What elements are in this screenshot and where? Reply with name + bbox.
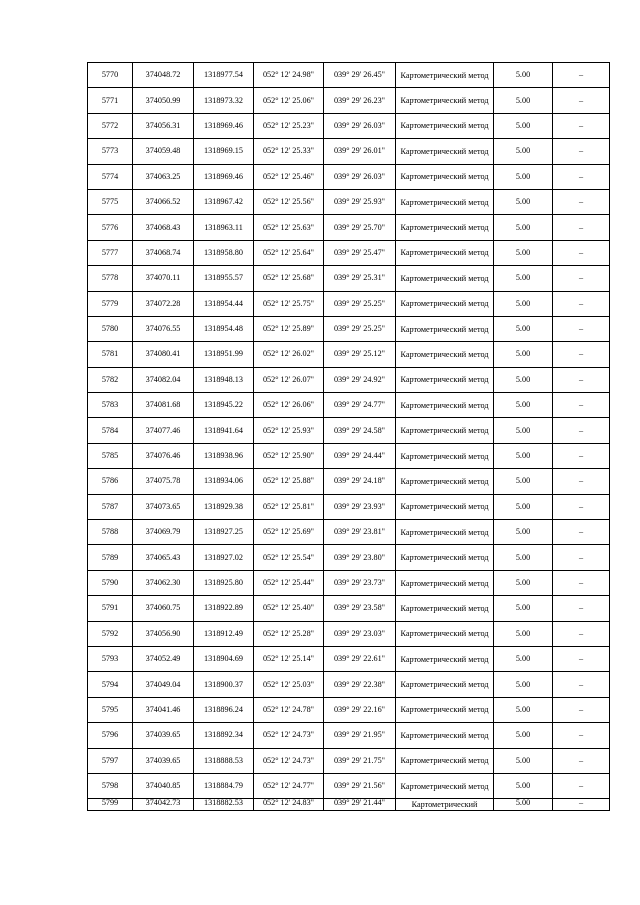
cell-y-coordinate: 1318963.11 <box>194 215 254 240</box>
cell-latitude: 052° 12' 25.44" <box>254 570 324 595</box>
cell-accuracy: 5.00 <box>494 469 553 494</box>
cell-method: Картометрический метод <box>396 418 494 443</box>
table-row <box>88 215 610 240</box>
cell-accuracy: 5.00 <box>494 545 553 570</box>
cell-x-coordinate: 374060.75 <box>133 596 194 621</box>
cell-x-coordinate: 374066.52 <box>133 189 194 214</box>
cell-latitude: 052° 12' 25.54" <box>254 545 324 570</box>
cell-y-coordinate: 1318948.13 <box>194 367 254 392</box>
cell-longitude: 039° 29' 26.03" <box>324 113 396 138</box>
cell-method: Картометрический метод <box>396 646 494 671</box>
cell-longitude: 039° 29' 21.56" <box>324 773 396 798</box>
cell-latitude: 052° 12' 25.40" <box>254 596 324 621</box>
cell-x-coordinate: 374068.43 <box>133 215 194 240</box>
cell-point-number: 5799 <box>88 799 133 811</box>
cell-point-number: 5782 <box>88 367 133 392</box>
cell-method: Картометрический метод <box>396 215 494 240</box>
cell-y-coordinate: 1318882.53 <box>194 799 254 811</box>
table-row <box>88 418 610 443</box>
table-row <box>88 621 610 646</box>
cell-note: – <box>553 139 610 164</box>
cell-accuracy: 5.00 <box>494 189 553 214</box>
cell-latitude: 052° 12' 25.81" <box>254 494 324 519</box>
cell-note: – <box>553 316 610 341</box>
cell-note: – <box>553 672 610 697</box>
cell-x-coordinate: 374040.85 <box>133 773 194 798</box>
cell-note: – <box>553 63 610 88</box>
cell-x-coordinate: 374080.41 <box>133 342 194 367</box>
cell-note: – <box>553 570 610 595</box>
cell-latitude: 052° 12' 25.23" <box>254 113 324 138</box>
cell-y-coordinate: 1318955.57 <box>194 266 254 291</box>
cell-note: – <box>553 596 610 621</box>
cell-longitude: 039° 29' 23.03" <box>324 621 396 646</box>
cell-x-coordinate: 374065.43 <box>133 545 194 570</box>
cell-latitude: 052° 12' 25.69" <box>254 520 324 545</box>
cell-longitude: 039° 29' 25.12" <box>324 342 396 367</box>
table-row <box>88 63 610 88</box>
cell-accuracy: 5.00 <box>494 748 553 773</box>
cell-x-coordinate: 374063.25 <box>133 164 194 189</box>
table-row <box>88 545 610 570</box>
table-row <box>88 494 610 519</box>
cell-note: – <box>553 520 610 545</box>
cell-longitude: 039° 29' 25.31" <box>324 266 396 291</box>
cell-method: Картометрический метод <box>396 469 494 494</box>
table-row <box>88 189 610 214</box>
cell-method: Картометрический метод <box>396 545 494 570</box>
cell-accuracy: 5.00 <box>494 316 553 341</box>
cell-accuracy: 5.00 <box>494 520 553 545</box>
cell-longitude: 039° 29' 21.75" <box>324 748 396 773</box>
table-row <box>88 672 610 697</box>
cell-y-coordinate: 1318969.15 <box>194 139 254 164</box>
cell-point-number: 5775 <box>88 189 133 214</box>
cell-method: Картометрический метод <box>396 240 494 265</box>
table-row <box>88 88 610 113</box>
cell-x-coordinate: 374070.11 <box>133 266 194 291</box>
cell-x-coordinate: 374059.48 <box>133 139 194 164</box>
cell-y-coordinate: 1318969.46 <box>194 113 254 138</box>
cell-latitude: 052° 12' 25.64" <box>254 240 324 265</box>
cell-y-coordinate: 1318922.89 <box>194 596 254 621</box>
cell-note: – <box>553 342 610 367</box>
cell-accuracy: 5.00 <box>494 697 553 722</box>
table-row <box>88 164 610 189</box>
cell-note: – <box>553 113 610 138</box>
cell-accuracy: 5.00 <box>494 646 553 671</box>
cell-longitude: 039° 29' 23.58" <box>324 596 396 621</box>
cell-point-number: 5777 <box>88 240 133 265</box>
cell-x-coordinate: 374069.79 <box>133 520 194 545</box>
cell-accuracy: 5.00 <box>494 393 553 418</box>
cell-method: Картометрический метод <box>396 393 494 418</box>
cell-point-number: 5787 <box>88 494 133 519</box>
cell-point-number: 5779 <box>88 291 133 316</box>
cell-accuracy: 5.00 <box>494 266 553 291</box>
cell-note: – <box>553 469 610 494</box>
cell-latitude: 052° 12' 25.14" <box>254 646 324 671</box>
cell-y-coordinate: 1318929.38 <box>194 494 254 519</box>
cell-note: – <box>553 799 610 811</box>
cell-longitude: 039° 29' 25.25" <box>324 316 396 341</box>
cell-x-coordinate: 374039.65 <box>133 723 194 748</box>
cell-accuracy: 5.00 <box>494 773 553 798</box>
cell-method: Картометрический метод <box>396 316 494 341</box>
cell-y-coordinate: 1318973.32 <box>194 88 254 113</box>
cell-accuracy: 5.00 <box>494 418 553 443</box>
cell-note: – <box>553 240 610 265</box>
cell-x-coordinate: 374075.78 <box>133 469 194 494</box>
cell-point-number: 5773 <box>88 139 133 164</box>
cell-point-number: 5786 <box>88 469 133 494</box>
cell-accuracy: 5.00 <box>494 63 553 88</box>
table-row <box>88 316 610 341</box>
cell-method: Картометрический метод <box>396 621 494 646</box>
cell-accuracy: 5.00 <box>494 367 553 392</box>
cell-accuracy: 5.00 <box>494 215 553 240</box>
cell-note: – <box>553 291 610 316</box>
cell-x-coordinate: 374039.65 <box>133 748 194 773</box>
cell-note: – <box>553 88 610 113</box>
cell-point-number: 5795 <box>88 697 133 722</box>
cell-method: Картометрический метод <box>396 443 494 468</box>
table-row <box>88 646 610 671</box>
cell-note: – <box>553 773 610 798</box>
cell-x-coordinate: 374042.73 <box>133 799 194 811</box>
cell-method: Картометрический метод <box>396 342 494 367</box>
cell-note: – <box>553 164 610 189</box>
cell-y-coordinate: 1318967.42 <box>194 189 254 214</box>
cell-latitude: 052° 12' 25.63" <box>254 215 324 240</box>
cell-accuracy: 5.00 <box>494 723 553 748</box>
cell-point-number: 5781 <box>88 342 133 367</box>
cell-point-number: 5792 <box>88 621 133 646</box>
cell-longitude: 039° 29' 22.16" <box>324 697 396 722</box>
cell-note: – <box>553 418 610 443</box>
cell-point-number: 5785 <box>88 443 133 468</box>
cell-point-number: 5780 <box>88 316 133 341</box>
cell-latitude: 052° 12' 25.06" <box>254 88 324 113</box>
cell-method: Картометрический метод <box>396 113 494 138</box>
cell-latitude: 052° 12' 25.03" <box>254 672 324 697</box>
cell-method: Картометрический метод <box>396 367 494 392</box>
cell-x-coordinate: 374050.99 <box>133 88 194 113</box>
cell-point-number: 5771 <box>88 88 133 113</box>
cell-longitude: 039° 29' 25.93" <box>324 189 396 214</box>
cell-longitude: 039° 29' 22.38" <box>324 672 396 697</box>
table-row <box>88 139 610 164</box>
cell-method: Картометрический метод <box>396 748 494 773</box>
cell-latitude: 052° 12' 26.07" <box>254 367 324 392</box>
cell-accuracy: 5.00 <box>494 672 553 697</box>
cell-note: – <box>553 646 610 671</box>
cell-accuracy: 5.00 <box>494 291 553 316</box>
cell-y-coordinate: 1318951.99 <box>194 342 254 367</box>
table-row <box>88 570 610 595</box>
cell-latitude: 052° 12' 26.06" <box>254 393 324 418</box>
cell-longitude: 039° 29' 24.92" <box>324 367 396 392</box>
table-row <box>88 773 610 798</box>
cell-y-coordinate: 1318912.49 <box>194 621 254 646</box>
cell-y-coordinate: 1318941.64 <box>194 418 254 443</box>
cell-y-coordinate: 1318969.46 <box>194 164 254 189</box>
cell-y-coordinate: 1318884.79 <box>194 773 254 798</box>
cell-y-coordinate: 1318954.48 <box>194 316 254 341</box>
cell-x-coordinate: 374082.04 <box>133 367 194 392</box>
table-row <box>88 443 610 468</box>
cell-method: Картометрический метод <box>396 189 494 214</box>
cell-point-number: 5774 <box>88 164 133 189</box>
cell-x-coordinate: 374062.30 <box>133 570 194 595</box>
cell-y-coordinate: 1318927.02 <box>194 545 254 570</box>
cell-point-number: 5788 <box>88 520 133 545</box>
cell-latitude: 052° 12' 25.75" <box>254 291 324 316</box>
cell-note: – <box>553 723 610 748</box>
cell-latitude: 052° 12' 25.33" <box>254 139 324 164</box>
cell-method: Картометрический метод <box>396 520 494 545</box>
cell-y-coordinate: 1318927.25 <box>194 520 254 545</box>
cell-point-number: 5791 <box>88 596 133 621</box>
table-row <box>88 342 610 367</box>
cell-latitude: 052° 12' 25.68" <box>254 266 324 291</box>
cell-x-coordinate: 374048.72 <box>133 63 194 88</box>
cell-x-coordinate: 374056.31 <box>133 113 194 138</box>
cell-note: – <box>553 266 610 291</box>
coordinates-table-body <box>88 63 610 811</box>
cell-y-coordinate: 1318904.69 <box>194 646 254 671</box>
cell-method: Картометрический метод <box>396 672 494 697</box>
cell-accuracy: 5.00 <box>494 113 553 138</box>
table-row <box>88 291 610 316</box>
table-row <box>88 393 610 418</box>
cell-point-number: 5784 <box>88 418 133 443</box>
cell-longitude: 039° 29' 24.77" <box>324 393 396 418</box>
cell-latitude: 052° 12' 25.88" <box>254 469 324 494</box>
cell-accuracy: 5.00 <box>494 342 553 367</box>
table-row <box>88 520 610 545</box>
cell-y-coordinate: 1318934.06 <box>194 469 254 494</box>
cell-y-coordinate: 1318900.37 <box>194 672 254 697</box>
cell-y-coordinate: 1318896.24 <box>194 697 254 722</box>
cell-latitude: 052° 12' 24.73" <box>254 748 324 773</box>
cell-method: Картометрический метод <box>396 63 494 88</box>
table-row <box>88 240 610 265</box>
cell-longitude: 039° 29' 26.03" <box>324 164 396 189</box>
cell-x-coordinate: 374073.65 <box>133 494 194 519</box>
cell-accuracy: 5.00 <box>494 443 553 468</box>
cell-x-coordinate: 374072.28 <box>133 291 194 316</box>
cell-accuracy: 5.00 <box>494 570 553 595</box>
cell-accuracy: 5.00 <box>494 139 553 164</box>
cell-x-coordinate: 374041.46 <box>133 697 194 722</box>
cell-x-coordinate: 374049.04 <box>133 672 194 697</box>
cell-point-number: 5783 <box>88 393 133 418</box>
coordinates-table <box>87 62 610 811</box>
cell-accuracy: 5.00 <box>494 164 553 189</box>
cell-note: – <box>553 545 610 570</box>
cell-accuracy: 5.00 <box>494 88 553 113</box>
cell-latitude: 052° 12' 25.56" <box>254 189 324 214</box>
cell-point-number: 5796 <box>88 723 133 748</box>
cell-method: Картометрический <box>396 799 494 811</box>
cell-longitude: 039° 29' 26.45" <box>324 63 396 88</box>
table-row <box>88 596 610 621</box>
cell-longitude: 039° 29' 21.95" <box>324 723 396 748</box>
cell-x-coordinate: 374077.46 <box>133 418 194 443</box>
cell-latitude: 052° 12' 24.83" <box>254 799 324 811</box>
cell-latitude: 052° 12' 24.98" <box>254 63 324 88</box>
cell-y-coordinate: 1318958.80 <box>194 240 254 265</box>
cell-note: – <box>553 697 610 722</box>
cell-longitude: 039° 29' 23.93" <box>324 494 396 519</box>
cell-longitude: 039° 29' 24.44" <box>324 443 396 468</box>
cell-point-number: 5770 <box>88 63 133 88</box>
cell-point-number: 5776 <box>88 215 133 240</box>
cell-accuracy: 5.00 <box>494 621 553 646</box>
cell-method: Картометрический метод <box>396 570 494 595</box>
cell-y-coordinate: 1318945.22 <box>194 393 254 418</box>
cell-note: – <box>553 494 610 519</box>
cell-y-coordinate: 1318892.34 <box>194 723 254 748</box>
cell-y-coordinate: 1318977.54 <box>194 63 254 88</box>
cell-longitude: 039° 29' 23.81" <box>324 520 396 545</box>
cell-latitude: 052° 12' 24.73" <box>254 723 324 748</box>
cell-x-coordinate: 374056.90 <box>133 621 194 646</box>
cell-point-number: 5794 <box>88 672 133 697</box>
cell-note: – <box>553 443 610 468</box>
cell-note: – <box>553 215 610 240</box>
cell-x-coordinate: 374081.68 <box>133 393 194 418</box>
cell-method: Картометрический метод <box>396 494 494 519</box>
table-row <box>88 113 610 138</box>
cell-latitude: 052° 12' 24.78" <box>254 697 324 722</box>
table-row <box>88 723 610 748</box>
cell-note: – <box>553 393 610 418</box>
cell-longitude: 039° 29' 25.25" <box>324 291 396 316</box>
cell-longitude: 039° 29' 25.47" <box>324 240 396 265</box>
cell-latitude: 052° 12' 25.93" <box>254 418 324 443</box>
cell-x-coordinate: 374068.74 <box>133 240 194 265</box>
cell-accuracy: 5.00 <box>494 596 553 621</box>
cell-note: – <box>553 367 610 392</box>
cell-longitude: 039° 29' 24.58" <box>324 418 396 443</box>
cell-longitude: 039° 29' 22.61" <box>324 646 396 671</box>
cell-method: Картометрический метод <box>396 266 494 291</box>
cell-method: Картометрический метод <box>396 773 494 798</box>
cell-longitude: 039° 29' 25.70" <box>324 215 396 240</box>
cell-point-number: 5789 <box>88 545 133 570</box>
cell-accuracy: 5.00 <box>494 494 553 519</box>
cell-longitude: 039° 29' 23.80" <box>324 545 396 570</box>
cell-point-number: 5798 <box>88 773 133 798</box>
table-row <box>88 469 610 494</box>
cell-method: Картометрический метод <box>396 164 494 189</box>
cell-method: Картометрический метод <box>396 697 494 722</box>
cell-longitude: 039° 29' 21.44" <box>324 799 396 811</box>
cell-point-number: 5778 <box>88 266 133 291</box>
cell-latitude: 052° 12' 25.89" <box>254 316 324 341</box>
cell-y-coordinate: 1318888.53 <box>194 748 254 773</box>
table-row <box>88 748 610 773</box>
cell-x-coordinate: 374076.46 <box>133 443 194 468</box>
table-row <box>88 367 610 392</box>
cell-method: Картометрический метод <box>396 291 494 316</box>
cell-longitude: 039° 29' 24.18" <box>324 469 396 494</box>
cell-x-coordinate: 374052.49 <box>133 646 194 671</box>
cell-accuracy: 5.00 <box>494 240 553 265</box>
table-row <box>88 799 610 811</box>
cell-point-number: 5772 <box>88 113 133 138</box>
cell-method: Картометрический метод <box>396 139 494 164</box>
cell-latitude: 052° 12' 26.02" <box>254 342 324 367</box>
table-row <box>88 266 610 291</box>
cell-point-number: 5790 <box>88 570 133 595</box>
cell-latitude: 052° 12' 25.28" <box>254 621 324 646</box>
cell-method: Картометрический метод <box>396 723 494 748</box>
cell-longitude: 039° 29' 26.23" <box>324 88 396 113</box>
cell-method: Картометрический метод <box>396 596 494 621</box>
cell-x-coordinate: 374076.55 <box>133 316 194 341</box>
cell-accuracy: 5.00 <box>494 799 553 811</box>
table-row <box>88 697 610 722</box>
cell-latitude: 052° 12' 25.90" <box>254 443 324 468</box>
cell-point-number: 5793 <box>88 646 133 671</box>
cell-point-number: 5797 <box>88 748 133 773</box>
cell-y-coordinate: 1318925.80 <box>194 570 254 595</box>
cell-method: Картометрический метод <box>396 88 494 113</box>
cell-longitude: 039° 29' 23.73" <box>324 570 396 595</box>
cell-longitude: 039° 29' 26.01" <box>324 139 396 164</box>
cell-note: – <box>553 748 610 773</box>
cell-y-coordinate: 1318954.44 <box>194 291 254 316</box>
cell-latitude: 052° 12' 25.46" <box>254 164 324 189</box>
cell-latitude: 052° 12' 24.77" <box>254 773 324 798</box>
cell-note: – <box>553 621 610 646</box>
cell-y-coordinate: 1318938.96 <box>194 443 254 468</box>
cell-note: – <box>553 189 610 214</box>
